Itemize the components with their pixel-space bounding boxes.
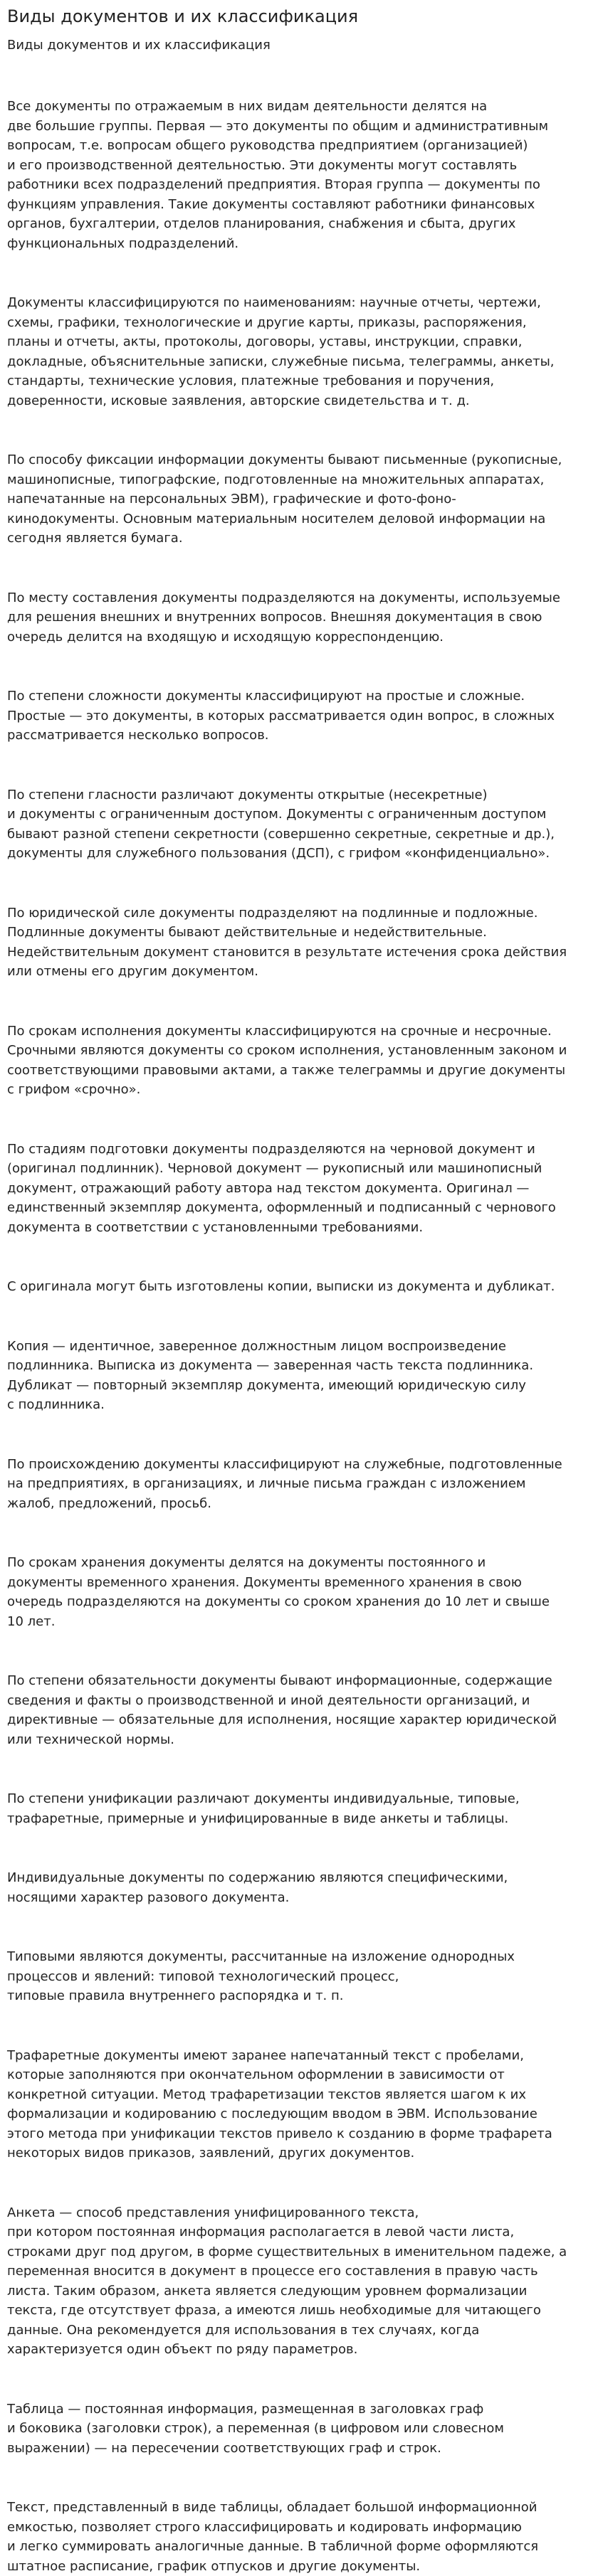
paragraph: С оригинала могут быть изготовлены копии, выписки из документа и дубликат. bbox=[7, 1279, 555, 1294]
paragraph: По срокам исполнения документы классифицируются на срочные и несрочные. Срочными являются документы со сроком исполнения, установленным законом и соответствующими правовыми актами, а также телеграммы и другие документы с грифом «срочно». bbox=[7, 1023, 567, 1097]
paragraph: По степени сложности документы классифицируют на простые и сложные. Простые — это документы, в которых рассматривается один вопрос, в сложных рассматривается несколько вопросов. bbox=[7, 689, 555, 743]
paragraph: По способу фиксации информации документы бывают письменные (рукописные, машинописные, типографские, подготовленные на множительных аппаратах, напечатанные на персональных ЭВМ), графические и фото-фоно- кинодокументы. Основным материальным носителем деловой информации на сегодня является бумага. bbox=[7, 452, 562, 546]
paragraph: Таблица — постоянная информация, размещенная в заголовках граф и боковика (заголовки строк), а переменная (в цифровом или словесном выражении) — на пересечении соответствующих граф и строк. bbox=[7, 2401, 504, 2456]
paragraph: По степени унификации различают документы индивидуальные, типовые, трафаретные, примерные и унифицированные в виде анкеты и таблицы. bbox=[7, 1791, 520, 1826]
page-subtitle: Виды документов и их классификация bbox=[7, 38, 271, 53]
page-title: Виды документов и их классификация bbox=[7, 6, 359, 26]
paragraph: По юридической силе документы подразделяют на подлинные и подложные. Подлинные документы бывают действительные и недействительные. Недействительным документ становится в результате истечения срока действия или отмены его другим документом. bbox=[7, 905, 567, 979]
document-body bbox=[7, 97, 596, 2576]
paragraph: По месту составления документы подразделяются на документы, используемые для решения внешних и внутренних вопросов. Внешняя документация в свою очередь делится на входящую и исходящую корреспонденцию. bbox=[7, 590, 560, 645]
paragraph: Трафаретные документы имеют заранее напечатанный текст с пробелами, которые заполняются при окончательном оформлении в зависимости от конкретной ситуации. Метод трафаретизации текстов является шагом к их формализации и кодированию с последующим вводом в ЭВМ. Использование этого метода при унификации текстов привело к созданию в форме трафарета некоторых видов приказов, заявлений, других документов. bbox=[7, 2047, 552, 2161]
paragraph: По степени обязательности документы бывают информационные, содержащие сведения и факты о производственной и иной деятельности организаций, и директивные — обязательные для исполнения, носящие характер юридической или технической нормы. bbox=[7, 1673, 557, 1747]
paragraph: Анкета — способ представления унифицированного текста, при котором постоянная информация располагается в левой части листа, строками друг под другом, в форме существительных в именительном падеже, а переменная вносится в документ в процессе его составления в правую часть листа. Таким образом, анкета является следующим уровнем формализации текста, где отсутствует фраза, а имеются лишь необходимые для читающего данные. Она рекомендуется для использования в тех случаях, когда характеризуется один объект по ряду параметров. bbox=[7, 2205, 567, 2357]
paragraph: Типовыми являются документы, рассчитанные на изложение однородных процессов и явлений: типовой технологический процесс, типовые правила внутреннего распорядка и т. п. bbox=[7, 1949, 515, 2003]
paragraph: Копия — идентичное, заверенное должностным лицом воспроизведение подлинника. Выписка из документа — заверенная часть текста подлинника. Дубликат — повторный экземпляр документа, имеющий юридическую силу с подлинника. bbox=[7, 1338, 534, 1412]
paragraph: По срокам хранения документы делятся на документы постоянного и документы временного хранения. Документы временного хранения в свою очередь подразделяются на документы со сроком хранения до 10 лет и свыше 10 лет. bbox=[7, 1555, 550, 1629]
paragraph: По степени гласности различают документы открытые (несекретные) и документы с ограниченным доступом. Документы с ограниченным доступом бывают разной степени секретности (совершенно секретные, секретные и др.), документы для служебного пользования (ДСП), с грифом «конфиденциально». bbox=[7, 787, 555, 861]
paragraph: По происхождению документы классифицируют на служебные, подготовленные на предприятиях, в организациях, и личные письма граждан с изложением жалоб, предложений, просьб. bbox=[7, 1456, 562, 1511]
paragraph: Индивидуальные документы по содержанию являются специфическими, носящими характер разового документа. bbox=[7, 1870, 508, 1905]
paragraph: Все документы по отражаемым в них видам деятельности делятся на две большие группы. Первая — это документы по общим и административным вопросам, т.е. вопросам общего руководства предприятием (организацией) и его производственной деятельностью. Эти документы могут составлять работники всех подразделений предприятия. Вторая группа — документы по функциям управления. Такие документы составляют работники финансовых органов, бухгалтерии, отделов планирования, снабжения и сбыта, других функциональных подразделений. bbox=[7, 99, 549, 251]
paragraph: Документы классифицируются по наименованиям: научные отчеты, чертежи, схемы, графики, технологические и другие карты, приказы, распоряжения, планы и отчеты, акты, протоколы, договоры, уставы, инструкции, справки, докладные, объяснительные записки, служебные письма, телеграммы, анкеты, стандарты, технические условия, платежные требования и поручения, доверенности, исковые заявления, авторские свидетельства и т. д. bbox=[7, 295, 555, 408]
paragraph: Текст, представленный в виде таблицы, обладает большой информационной емкостью, позволяет строго классифицировать и кодировать информацию и легко суммировать аналогичные данные. В табличной форме оформляются штатное расписание, график отпусков и другие документы. bbox=[7, 2500, 539, 2574]
paragraph: По стадиям подготовки документы подразделяются на черновой документ и (оригинал подлинник). Черновой документ — рукописный или машинописный документ, отражающий работу автора над текстом документа. Оригинал — единственный экземпляр документа, оформленный и подписанный с чернового документа в соответствии с установленными требованиями. bbox=[7, 1141, 556, 1235]
